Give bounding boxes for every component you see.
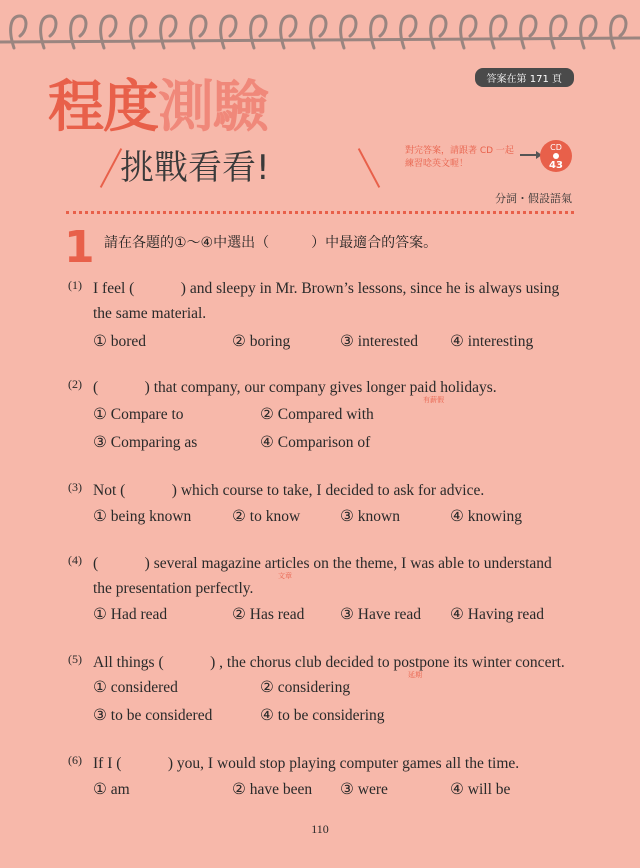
option-4: ④ will be: [450, 781, 511, 798]
spiral-coil: [221, 16, 236, 48]
question-number: (3): [68, 480, 82, 494]
vocab-gloss: 延期: [408, 671, 422, 679]
arrow-right-icon: [520, 150, 542, 160]
option-1: ① Had read: [93, 606, 168, 623]
decorative-slash-right: [358, 148, 380, 188]
question-text-line-1: I feel ( ) and sleepy in Mr. Brown’s lessons, since he is always using: [93, 280, 560, 297]
answer-page-reference: 答案在第 171 頁: [475, 68, 574, 87]
question-number: (2): [68, 377, 82, 391]
option-2: ② to know: [232, 508, 301, 525]
exercise-number: 1: [64, 222, 95, 273]
spiral-coil: [191, 16, 206, 48]
option-3: ③ Comparing as: [93, 434, 198, 451]
question-text-line-1: Not ( ) which course to take, I decided to ask for advice.: [93, 482, 485, 499]
exercise-instruction: 請在各題的①～④中選出（ ）中最適合的答案。: [104, 235, 438, 251]
option-4: ④ Comparison of: [260, 434, 371, 451]
option-2: ② have been: [232, 781, 313, 798]
question-text-line-1: ( ) several magazine articles on the theme, I was able to understand: [93, 555, 552, 572]
option-2: ② Has read: [232, 606, 305, 623]
spiral-coil: [161, 16, 176, 48]
cd-track-number: 43: [549, 160, 563, 171]
question-text-line-1: ( ) that company, our company gives longer paid holidays.: [93, 379, 497, 396]
cd-note-line-1: 對完答案，請跟著 CD 一起: [405, 146, 514, 156]
question-number: (4): [68, 553, 82, 567]
option-4: ④ to be considering: [260, 707, 385, 724]
title-part-1: 程度: [48, 75, 158, 140]
option-1: ① considered: [93, 679, 178, 696]
vocab-gloss: 文章: [278, 572, 292, 580]
question-text-line-2: the same material.: [93, 305, 207, 322]
dotted-divider: [66, 211, 574, 214]
option-4: ④ interesting: [450, 333, 534, 350]
cd-disc-icon: [553, 153, 559, 159]
spiral-coil: [581, 16, 596, 48]
option-3: ③ were: [340, 781, 388, 798]
question-number: (6): [68, 753, 82, 767]
option-1: ① Compare to: [93, 406, 184, 423]
spiral-coil: [41, 16, 56, 48]
page-number: 110: [311, 822, 329, 836]
question-number: (1): [68, 278, 82, 292]
option-2: ② considering: [260, 679, 351, 696]
page-subtitle: 挑戰看看!: [120, 148, 270, 188]
cd-note-line-2: 練習唸英文喔！: [405, 159, 469, 169]
spiral-coil: [491, 16, 506, 48]
decorative-slash-left: [100, 148, 122, 188]
spiral-coil: [311, 16, 326, 48]
cd-instruction-note: [405, 145, 514, 171]
option-1: ① bored: [93, 333, 147, 350]
vocab-gloss: 有薪假: [423, 396, 444, 404]
spiral-coil: [101, 16, 116, 48]
section-topic-tag: 分詞・假設語氣: [495, 192, 572, 205]
option-4: ④ knowing: [450, 508, 523, 525]
spiral-coil: [461, 16, 476, 48]
option-3: ③ to be considered: [93, 707, 213, 724]
cd-track-badge: [540, 140, 572, 172]
spiral-coil: [401, 16, 416, 48]
spiral-binding-decoration: [0, 0, 640, 60]
spiral-coil: [131, 16, 146, 48]
option-3: ③ interested: [340, 333, 419, 350]
spiral-coil: [251, 16, 266, 48]
question-text-line-1: If I ( ) you, I would stop playing computer games all the time.: [93, 755, 520, 772]
cd-label: CD: [550, 143, 562, 152]
spiral-coil: [611, 16, 626, 48]
option-4: ④ Having read: [450, 606, 544, 623]
title-part-2: 測驗: [158, 75, 268, 140]
question-text-line-2: the presentation perfectly.: [93, 580, 254, 597]
option-3: ③ known: [340, 508, 400, 525]
option-2: ② Compared with: [260, 406, 374, 423]
option-3: ③ Have read: [340, 606, 422, 623]
spiral-coil: [551, 16, 566, 48]
option-1: ① am: [93, 781, 130, 798]
spiral-coil: [431, 16, 446, 48]
spiral-coil: [371, 16, 386, 48]
spiral-coil: [341, 16, 356, 48]
spiral-coil: [521, 16, 536, 48]
question-number: (5): [68, 652, 82, 666]
page-title: [48, 75, 268, 140]
spiral-coil: [71, 16, 86, 48]
spiral-coil: [281, 16, 296, 48]
option-2: ② boring: [232, 333, 291, 350]
option-1: ① being known: [93, 508, 192, 525]
question-text-line-1: All things ( ) , the chorus club decided to postpone its winter concert.: [93, 654, 565, 671]
